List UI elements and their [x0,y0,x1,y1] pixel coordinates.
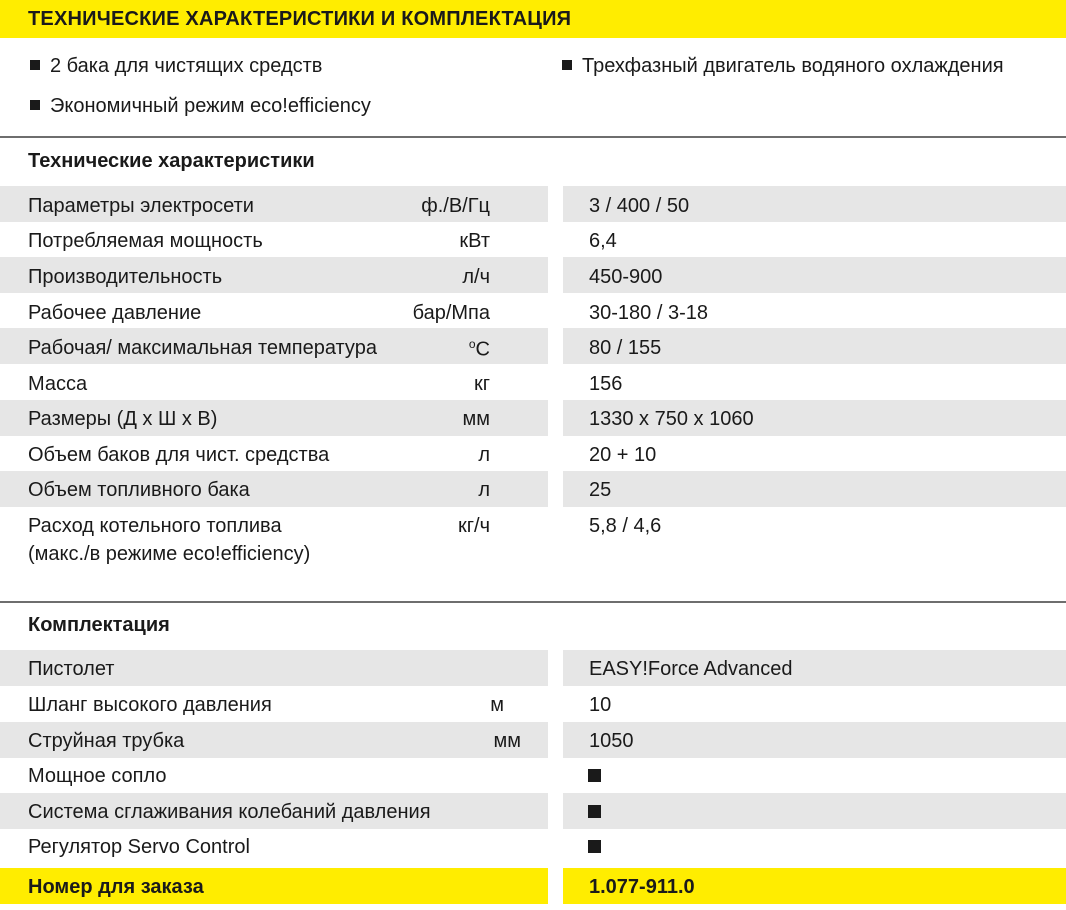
bullet-square-icon [562,60,572,70]
spec-unit: бар/Мпа [412,302,490,324]
spec-value: 450-900 [589,266,663,288]
equipment-unit: мм [493,730,521,752]
spec-label: Потребляемая мощность [28,230,263,252]
equipment-value: 1050 [589,730,634,752]
spec-unit: кВт [459,230,490,252]
feature-item: 2 бака для чистящих средств [30,55,322,78]
spec-unit: ф./В/Гц [421,195,490,217]
spec-unit: мм [462,408,490,430]
spec-label: Производительность [28,266,223,288]
equipment-label: Пистолет [28,658,115,680]
spec-value: 6,4 [589,230,617,252]
included-square-icon [588,769,601,782]
equipment-label: Шланг высокого давления [28,694,272,716]
spec-label: Размеры (Д х Ш х В) [28,408,218,430]
spec-label: Объем баков для чист. средства [28,444,330,466]
feature-item: Трехфазный двигатель водяного охлаждения [562,55,1004,78]
section-divider [0,601,1066,603]
included-square-icon [588,805,601,818]
spec-unit: $^o$C [468,337,490,361]
equipment-unit: м [490,694,504,716]
order-label: Номер для заказа [28,876,204,898]
equipment-title: Комплектация [28,614,170,636]
spec-label: Параметры электросети [28,195,254,217]
equipment-label: Система сглаживания колебаний давления [28,801,431,823]
spec-value: 1330 x 750 x 1060 [589,408,754,430]
spec-unit: кг [473,373,490,395]
section-banner [0,0,1066,38]
spec-value: 80 / 155 [589,337,662,359]
bullet-square-icon [30,100,40,110]
spec-label: Расход котельного топлива [28,515,282,537]
spec-value: 20 + 10 [589,444,657,466]
banner-title: ТЕХНИЧЕСКИЕ ХАРАКТЕРИСТИКИ И КОМПЛЕКТАЦИЯ [28,8,572,30]
spec-value: 156 [589,373,623,395]
equipment-value: EASY!Force Advanced [589,658,793,680]
spec-value: 30-180 / 3-18 [589,302,708,324]
spec-value: 5,8 / 4,6 [589,515,662,537]
specs-title: Технические характеристики [28,150,315,172]
spec-unit: кг/ч [457,515,490,537]
section-divider [0,136,1066,138]
equipment-value: 10 [589,694,612,716]
spec-label: Рабочее давление [28,302,202,324]
spec-label: Рабочая/ максимальная температура [28,337,377,359]
spec-value: 3 / 400 / 50 [589,195,690,217]
spec-label: Масса [28,373,88,395]
included-square-icon [588,840,601,853]
spec-label: Объем топливного бака [28,479,250,501]
spec-unit: л [478,444,490,466]
feature-item: Экономичный режим eco!efficiency [30,95,371,118]
order-number: 1.077-911.0 [589,876,695,898]
spec-value: 25 [589,479,612,501]
equipment-label: Регулятор Servo Control [28,836,250,858]
equipment-label: Мощное сопло [28,765,167,787]
equipment-label: Струйная трубка [28,730,185,752]
spec-unit: л/ч [462,266,490,288]
spec-unit: л [478,479,490,501]
bullet-square-icon [30,60,40,70]
spec-label-note: (макс./в режиме eco!efficiency) [28,543,311,565]
